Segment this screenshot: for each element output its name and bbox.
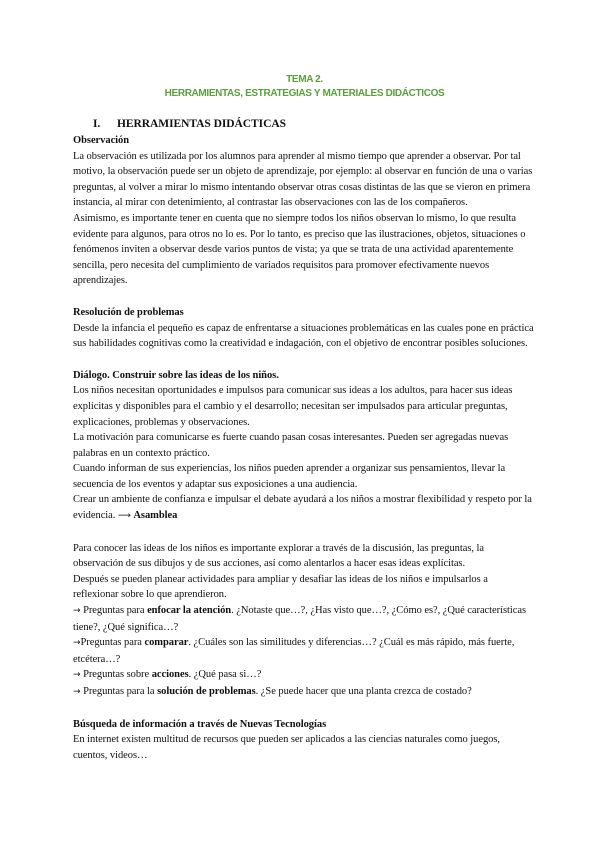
observacion-paragraph-2: Asimismo, es importante tener en cuenta que no siempre todos los niños observan lo mismo, lo que resulta evidente para algunos, para otros no lo es. Por lo tanto, es preciso que las ilustraciones, objetos, situaciones o fenómenos inviten a observar desde varios puntos de vista; ya que se trata de una actividad aparentemente sencilla, pero necesita del cumplimiento de variados requisitos para promover efectivamente nuevos aprendizajes. bbox=[73, 212, 526, 287]
resolucion-heading: Resolución de problemas bbox=[73, 306, 184, 318]
question-item-compare bbox=[73, 635, 535, 667]
section-number: I. bbox=[93, 118, 101, 130]
dialogo-paragraph-3: Cuando informan de sus experiencias, los niños pueden aprender a organizar sus pensamientos, llevar la secuencia de los eventos y adaptar sus exposiciones a una audiencia. bbox=[73, 463, 506, 490]
right-arrow-icon: → bbox=[73, 670, 81, 681]
right-arrow-icon: ⟶ bbox=[117, 511, 131, 522]
observacion-paragraph-1: La observación es utilizada por los alumnos para aprender al mismo tiempo que aprender a observar. Por tal motivo, la observación puede ser un objeto de aprendizaje, por ejemplo: al observar en función de una o varias preguntas, al volver a mirar lo mismo intentando observar otras cosas distintas de las que se vieron en primera instancia, al mirar con detenimiento, al contrastar las observaciones con las de los compañeros. bbox=[73, 150, 533, 209]
dialogo-paragraph-4-text: Crear un ambiente de confianza e impulsar el debate ayudará a los niños a mostrar flexibilidad y respeto por la evidencia. bbox=[73, 494, 532, 522]
right-arrow-icon: → bbox=[73, 638, 81, 649]
document-title bbox=[0, 73, 600, 101]
dialogo-heading: Diálogo. Construir sobre las ideas de los niños. bbox=[73, 369, 279, 381]
dialogo-paragraph-5: Para conocer las ideas de los niños es importante explorar a través de la discusión, las preguntas, la observación de sus dibujos y de sus acciones, así como alentarlos a hacer esas ideas explícitas. bbox=[73, 542, 484, 570]
question-text: . ¿Se puede hacer que una planta crezca de costado? bbox=[255, 686, 472, 697]
question-prefix: Preguntas para la bbox=[80, 686, 158, 697]
question-prefix: Preguntas sobre bbox=[80, 669, 152, 681]
section-heading bbox=[93, 117, 535, 132]
asamblea-label: Asamblea bbox=[133, 510, 178, 522]
question-prefix: Preguntas para bbox=[80, 637, 145, 649]
question-text: . ¿Notaste que…?, ¿Has visto que…?, ¿Cómo es?, ¿Qué características tiene?, ¿Qué significa…? bbox=[73, 605, 526, 633]
document-body bbox=[73, 117, 535, 763]
spacer bbox=[73, 352, 535, 368]
question-keyword: enfocar la atención bbox=[147, 605, 232, 617]
title-line-1: TEMA 2. bbox=[286, 74, 323, 85]
question-text: . ¿Cuáles son las similitudes y diferencias…? ¿Cuál es más rápido, más fuerte, etcétera…? bbox=[73, 637, 515, 665]
dialogo-paragraph-4 bbox=[73, 492, 535, 524]
question-keyword: solución de problemas bbox=[157, 686, 256, 697]
section-title: HERRAMIENTAS DIDÁCTICAS bbox=[117, 118, 286, 130]
spacer bbox=[73, 525, 535, 541]
observacion-heading: Observación bbox=[73, 135, 130, 146]
spacer bbox=[73, 289, 535, 305]
question-item-actions bbox=[73, 667, 535, 684]
question-keyword: acciones bbox=[151, 669, 189, 681]
right-arrow-icon: → bbox=[73, 687, 81, 697]
resolucion-paragraph: Desde la infancia el pequeño es capaz de enfrentarse a situaciones problemáticas en las cuales pone en práctica sus habilidades cognitivas como la creatividad e indagación, con el objetivo de encontrar posibles soluciones. bbox=[73, 322, 534, 350]
dialogo-paragraph-2: La motivación para comunicarse es fuerte cuando pasan cosas interesantes. Pueden ser agregadas nuevas palabras en un contexto práctico. bbox=[73, 432, 509, 459]
question-keyword: comparar bbox=[144, 637, 189, 649]
busqueda-paragraph: En internet existen multitud de recursos que pueden ser aplicados a las ciencias naturales como juegos, cuentos, videos… bbox=[73, 734, 500, 761]
question-item-focus bbox=[73, 603, 535, 635]
title-line-2: HERRAMIENTAS, ESTRATEGIAS Y MATERIALES DIDÁCTICOS bbox=[164, 88, 445, 99]
question-text: . ¿Qué pasa si…? bbox=[188, 669, 262, 681]
dialogo-paragraph-6: Después se pueden planear actividades para ampliar y desafiar las ideas de los niños e impulsarlos a reflexionar sobre lo que aprendieron. bbox=[73, 573, 488, 601]
right-arrow-icon: → bbox=[73, 606, 81, 617]
question-prefix: Preguntas para bbox=[80, 605, 148, 617]
question-item-problems bbox=[73, 684, 535, 701]
dialogo-paragraph-1: Los niños necesitan oportunidades e impulsos para comunicar sus ideas a los adultos, para hacer sus ideas explícitas y disponibles para el cambio y el desarrollo; necesitan ser impulsados para articular preguntas, explicaciones, problemas y observaciones. bbox=[73, 385, 513, 428]
spacer bbox=[73, 701, 535, 717]
busqueda-heading: Búsqueda de información a través de Nuevas Tecnologías bbox=[73, 718, 327, 730]
